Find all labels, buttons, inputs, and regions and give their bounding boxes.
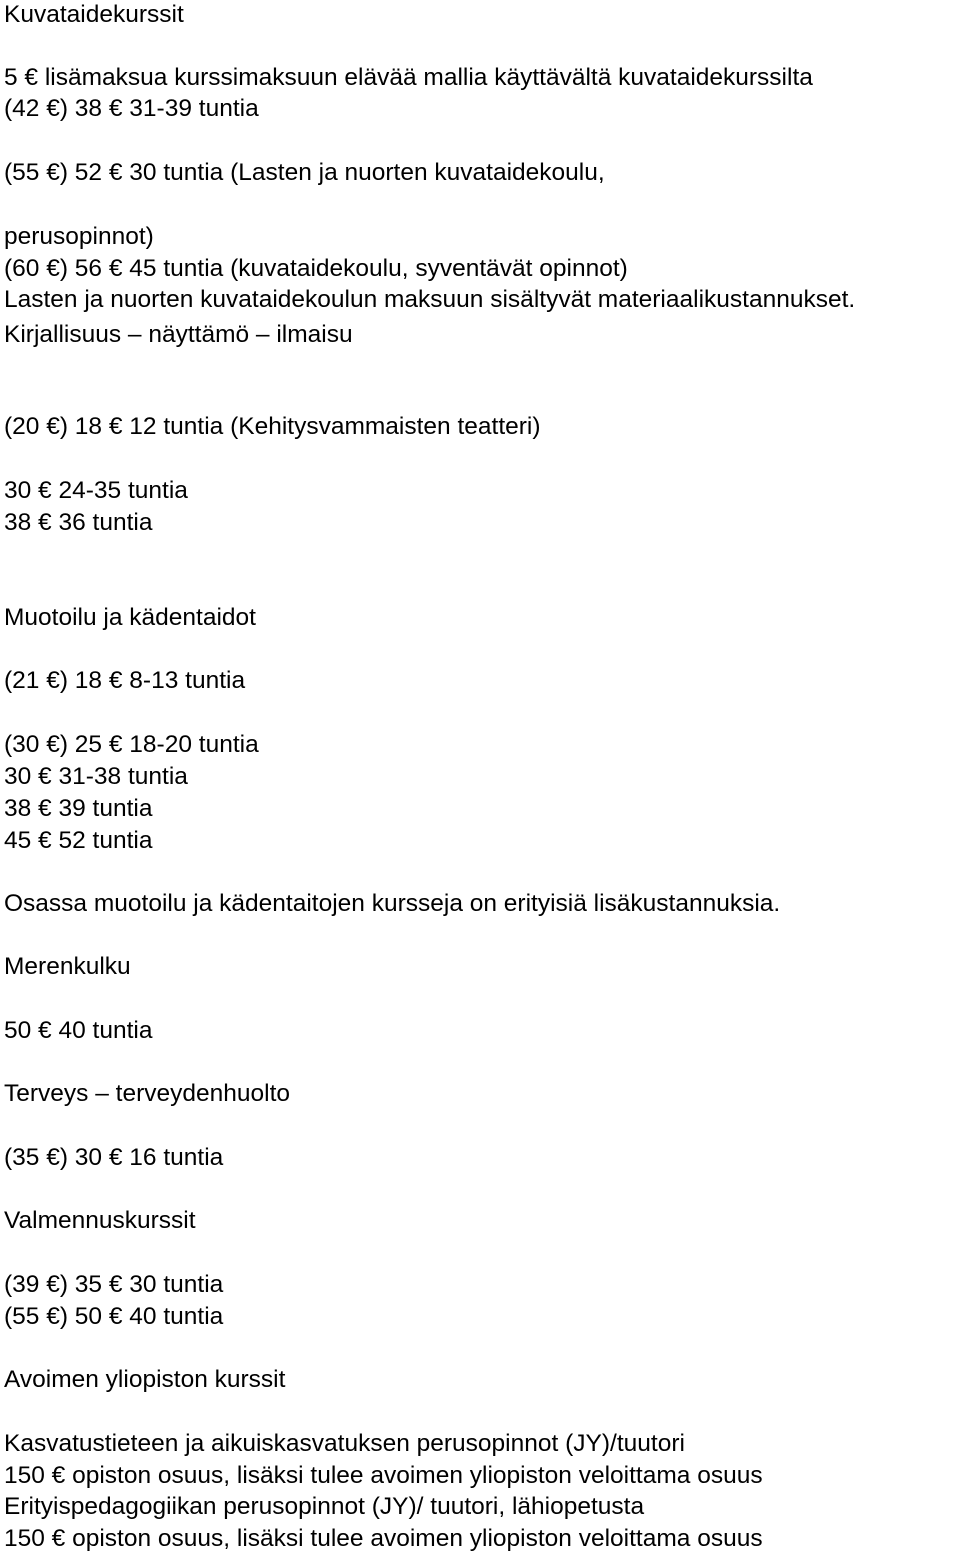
text-line: Osassa muotoilu ja kädentaitojen kursseja on erityisiä lisäkustannuksia. [4, 890, 781, 917]
text-line: perusopinnot) [4, 223, 154, 250]
text-line: 5 € lisämaksua kurssimaksuun elävää mallia käyttävältä kuvataidekurssilta [4, 64, 813, 91]
text-line: Kasvatustieteen ja aikuiskasvatuksen perusopinnot (JY)/tuutori [4, 1430, 685, 1457]
price-line: (42 €) 38 € 31-39 tuntia [4, 95, 259, 122]
heading-merenkulku: Merenkulku [4, 953, 131, 980]
price-line: (55 €) 50 € 40 tuntia [4, 1303, 224, 1330]
heading-muotoilu: Muotoilu ja kädentaidot [4, 604, 256, 631]
price-line: (30 €) 25 € 18-20 tuntia [4, 731, 259, 758]
price-line: 30 € 31-38 tuntia [4, 763, 188, 790]
heading-valmennuskurssit: Valmennuskurssit [4, 1207, 196, 1234]
price-line: (55 €) 52 € 30 tuntia (Lasten ja nuorten kuvataidekoulu, [4, 159, 605, 186]
heading-terveys: Terveys – terveydenhuolto [4, 1080, 290, 1107]
price-line: 150 € opiston osuus, lisäksi tulee avoimen yliopiston veloittama osuus [4, 1462, 763, 1489]
text-line: Erityispedagogiikan perusopinnot (JY)/ tuutori, lähiopetusta [4, 1493, 645, 1520]
heading-avoimen-yliopiston: Avoimen yliopiston kurssit [4, 1366, 286, 1393]
price-line: 30 € 24-35 tuntia [4, 477, 188, 504]
price-line: (35 €) 30 € 16 tuntia [4, 1144, 224, 1171]
price-line: (21 €) 18 € 8-13 tuntia [4, 667, 246, 694]
text-line: Lasten ja nuorten kuvataidekoulun maksuun sisältyvät materiaalikustannukset. [4, 286, 856, 313]
price-line: 50 € 40 tuntia [4, 1017, 153, 1044]
price-line: 45 € 52 tuntia [4, 827, 153, 854]
price-line: 38 € 39 tuntia [4, 795, 153, 822]
price-line: 38 € 36 tuntia [4, 509, 153, 536]
price-line: (20 €) 18 € 12 tuntia (Kehitysvammaisten teatteri) [4, 413, 541, 440]
price-line: (60 €) 56 € 45 tuntia (kuvataidekoulu, syventävät opinnot) [4, 255, 628, 282]
price-line: 150 € opiston osuus, lisäksi tulee avoimen yliopiston veloittama osuus [4, 1525, 763, 1552]
heading-kuvataidekurssit: Kuvataidekurssit [4, 1, 184, 28]
heading-kirjallisuus: Kirjallisuus – näyttämö – ilmaisu [4, 321, 353, 348]
price-line: (39 €) 35 € 30 tuntia [4, 1271, 224, 1298]
